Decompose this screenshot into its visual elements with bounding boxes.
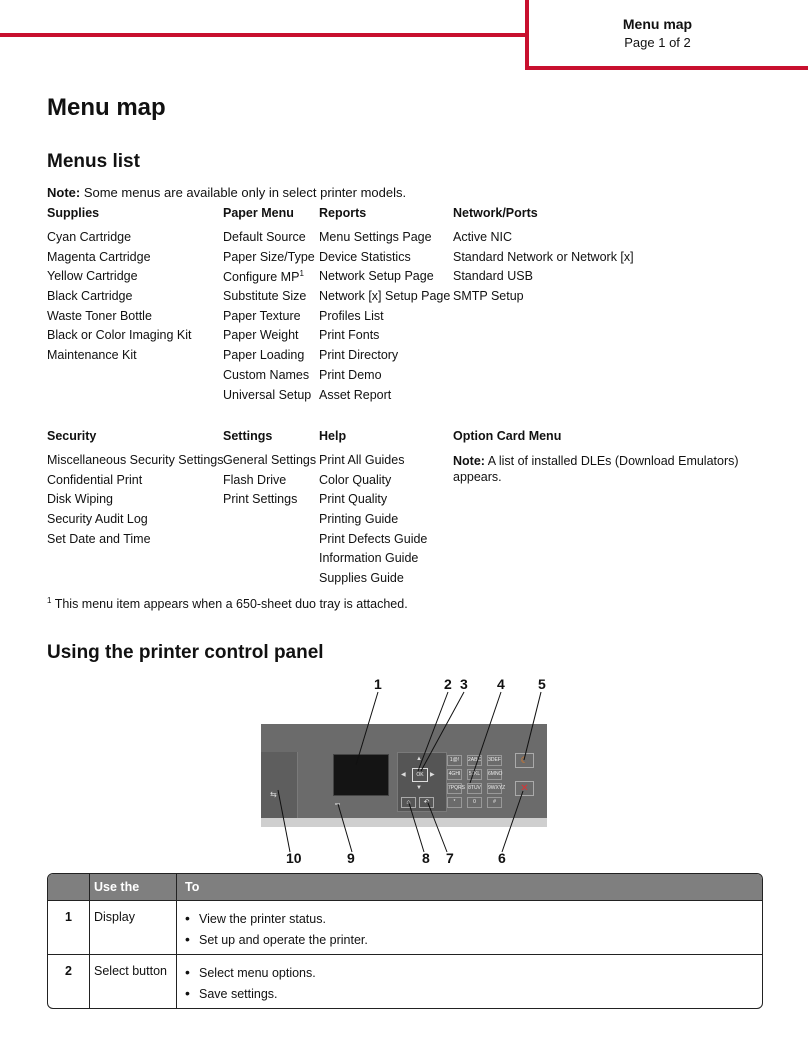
list-item: Default Source: [223, 230, 306, 244]
keypad-key[interactable]: 4GHI: [447, 769, 462, 780]
column-head: Reports: [319, 206, 367, 220]
leader-line: [338, 804, 352, 852]
header-title: Menu map: [622, 16, 693, 32]
footnote-text: This menu item appears when a 650-sheet duo tray is attached.: [51, 597, 408, 612]
list-item: Black or Color Imaging Kit: [47, 328, 192, 343]
column-head: Paper Menu: [223, 206, 294, 220]
header-cell: [48, 874, 90, 900]
leader-line: [278, 790, 290, 852]
note-text: A list of installed DLEs (Download Emulators) appears.: [453, 454, 739, 484]
leader-line: [418, 692, 448, 771]
list-item: Profiles List: [319, 308, 384, 323]
list-item: Paper Texture: [223, 308, 301, 323]
callout-5: 5: [538, 676, 546, 692]
list-item: Substitute Size: [223, 289, 307, 304]
row-use: Select button: [90, 955, 177, 1008]
list-item: Standard Network or Network [x]: [453, 249, 634, 264]
list-item: Color Quality: [319, 472, 392, 487]
keypad-key[interactable]: 9WXYZ: [487, 783, 502, 794]
list-item: Print Defects Guide: [319, 531, 428, 546]
list-item: Black Cartridge: [47, 289, 133, 304]
list-item: SMTP Setup: [453, 289, 524, 304]
keypad-key[interactable]: 6MNO: [487, 769, 502, 780]
home-button[interactable]: ⌂: [401, 797, 416, 808]
list-item: Standard USB: [453, 269, 533, 284]
callout-4: 4: [497, 676, 505, 692]
column-head: Network/Ports: [453, 206, 538, 220]
note-label: Note:: [453, 454, 485, 468]
keypad-key[interactable]: 8TUV: [467, 783, 482, 794]
bullet-item: • View the printer status.: [185, 908, 762, 929]
list-item: Supplies Guide: [319, 571, 404, 586]
leader-line: [524, 692, 541, 760]
note-text: Some menus are available only in select printer models.: [80, 185, 407, 200]
list-item: Flash Drive: [223, 472, 287, 487]
list-item: Active NIC: [453, 230, 513, 244]
column-head: Security: [47, 429, 97, 443]
list-item: Network [x] Setup Page: [319, 289, 451, 304]
list-item: Cyan Cartridge: [47, 230, 132, 244]
callout-10: 10: [286, 850, 302, 866]
left-arrow-icon: ◀: [401, 772, 406, 778]
header-page-number: Page 1 of 2: [624, 35, 691, 50]
list-item: Print Fonts: [319, 328, 380, 343]
keypad-key[interactable]: 1@!: [447, 755, 462, 766]
leader-line: [502, 791, 523, 852]
sleep-button[interactable]: ☾: [515, 753, 534, 768]
usb-icon: ⇆: [270, 790, 277, 799]
list-item: Yellow Cartridge: [47, 269, 138, 284]
down-arrow-icon: ▼: [416, 785, 422, 791]
list-item: Print Demo: [319, 367, 382, 382]
column-head: Option Card Menu: [453, 429, 562, 443]
up-arrow-icon: ▲: [416, 756, 422, 762]
list-item: Paper Loading: [223, 348, 305, 363]
table-row: [48, 901, 762, 955]
callout-6: 6: [498, 850, 506, 866]
list-item: Print Directory: [319, 348, 399, 363]
right-arrow-icon: ▶: [430, 772, 435, 778]
page-title: Menu map: [47, 94, 166, 121]
list-item: Magenta Cartridge: [47, 249, 151, 264]
stop-cancel-button[interactable]: ✕: [515, 781, 534, 796]
list-item: Set Date and Time: [47, 531, 151, 546]
list-item: Printing Guide: [319, 512, 399, 527]
bullet-item: • Save settings.: [185, 983, 762, 1004]
list-item: Information Guide: [319, 551, 419, 566]
callout-8: 8: [422, 850, 430, 866]
list-item: Print All Guides: [319, 453, 405, 467]
list-item: Waste Toner Bottle: [47, 308, 152, 323]
list-item: Custom Names: [223, 367, 310, 382]
leader-line: [470, 692, 501, 783]
list-item: Network Setup Page: [319, 269, 434, 284]
header-cell: Use the: [90, 874, 177, 900]
list-item: Disk Wiping: [47, 492, 113, 507]
column-head: Settings: [223, 429, 273, 443]
row-number: 1: [48, 901, 90, 954]
callout-2: 2: [444, 676, 452, 692]
list-item: General Settings: [223, 453, 317, 467]
footnote-marker: 1: [299, 269, 304, 279]
callout-1: 1: [374, 676, 382, 692]
bullet-item: • Select menu options.: [185, 962, 762, 983]
list-item: Print Quality: [319, 492, 388, 507]
callout-9: 9: [347, 850, 355, 866]
leader-line: [421, 692, 464, 771]
list-item: Miscellaneous Security Settings: [47, 453, 224, 467]
list-item: Device Statistics: [319, 249, 411, 264]
list-item: Paper Size/Type: [223, 249, 315, 264]
table-header: [48, 874, 762, 901]
row-to: [177, 955, 762, 1008]
leader-line: [428, 803, 447, 852]
list-item: Asset Report: [319, 387, 392, 402]
list-item: Confidential Print: [47, 472, 143, 487]
keypad-key[interactable]: *: [447, 797, 462, 808]
control-panel-heading: Using the printer control panel: [47, 642, 324, 663]
note-label: Note:: [47, 185, 81, 200]
column-head: Help: [319, 429, 347, 443]
select-button[interactable]: OK: [412, 768, 428, 782]
leader-line: [356, 692, 378, 765]
keypad-key[interactable]: 3DEF: [487, 755, 502, 766]
list-item: Maintenance Kit: [47, 348, 137, 363]
callout-7: 7: [446, 850, 454, 866]
keypad-key[interactable]: #: [487, 797, 502, 808]
table-row: [48, 955, 762, 1008]
keypad-key[interactable]: 0: [467, 797, 482, 808]
leader-line: [409, 803, 424, 852]
configure-mp-label: Configure MP: [223, 270, 300, 285]
keypad-key[interactable]: 2ABC: [467, 755, 482, 766]
header-cell: To: [185, 880, 200, 894]
list-item: Universal Setup: [223, 387, 312, 402]
menus-list-heading: Menus list: [47, 151, 140, 172]
list-item: Paper Weight: [223, 328, 299, 343]
footnote-marker: 1: [47, 596, 52, 605]
row-use: Display: [90, 901, 177, 954]
bullet-item: • Set up and operate the printer.: [185, 929, 762, 950]
control-panel-table: [47, 873, 763, 1009]
keypad-key[interactable]: 7PQRS: [447, 783, 462, 794]
column-head: Supplies: [47, 206, 100, 220]
keypad-key[interactable]: 5JKL: [467, 769, 482, 780]
row-number: 2: [48, 955, 90, 1008]
list-item: Security Audit Log: [47, 512, 148, 527]
list-item: Menu Settings Page: [319, 230, 432, 244]
row-to: [177, 901, 762, 954]
list-item: Print Settings: [223, 492, 298, 507]
back-button[interactable]: ↶: [419, 797, 434, 808]
callout-3: 3: [460, 676, 468, 692]
